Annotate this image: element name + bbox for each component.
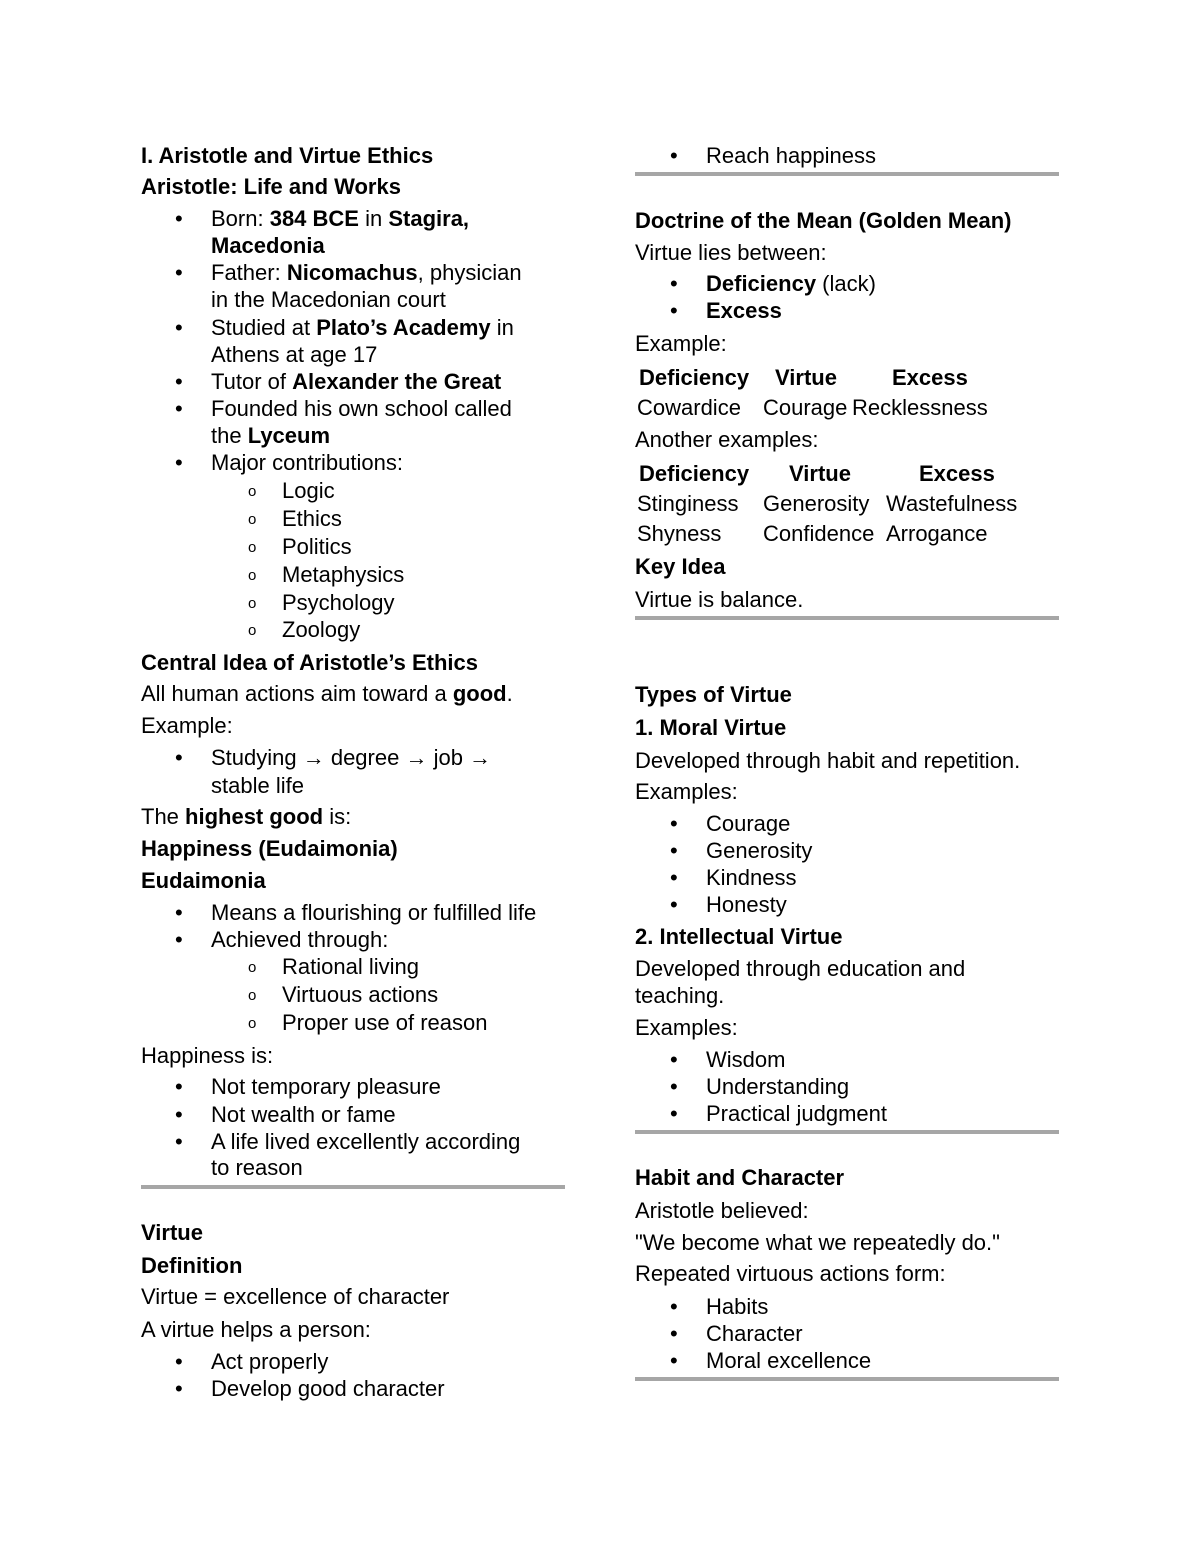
bullet-icon: •: [670, 1348, 678, 1373]
circle-bullet-icon: o: [248, 511, 257, 528]
moral-example: Honesty: [706, 892, 787, 917]
moral-example: Kindness: [706, 865, 797, 890]
studied-item-cont: Athens at age 17: [211, 342, 378, 367]
father-item: Father: Nicomachus, physician: [211, 260, 522, 285]
circle-bullet-icon: o: [248, 1015, 257, 1032]
bullet-icon: •: [670, 838, 678, 863]
table-cell: Confidence: [763, 521, 875, 546]
balance-text: Virtue is balance.: [635, 587, 804, 612]
bullet-icon: •: [670, 298, 678, 323]
studied-item: Studied at Plato’s Academy in: [211, 315, 514, 340]
another-label: Another examples:: [635, 427, 819, 452]
eud-achieved: Achieved through:: [211, 927, 389, 952]
eud-sub: Rational living: [282, 954, 419, 979]
table-header: Excess: [919, 461, 995, 486]
moral-example: Generosity: [706, 838, 813, 863]
tutor-item: Tutor of Alexander the Great: [211, 369, 502, 394]
father-item-cont: in the Macedonian court: [211, 287, 446, 312]
born-item-cont: Macedonia: [211, 233, 325, 258]
intel-example: Wisdom: [706, 1047, 786, 1072]
bullet-icon: •: [175, 315, 183, 340]
contribution: Ethics: [282, 506, 342, 531]
bullet-icon: •: [670, 1101, 678, 1126]
central-heading: Central Idea of Aristotle’s Ethics: [141, 650, 479, 675]
bullet-icon: •: [670, 143, 678, 168]
moral-example: Courage: [706, 811, 791, 836]
bullet-icon: •: [175, 369, 183, 394]
quote-text: "We become what we repeatedly do.": [635, 1230, 1000, 1255]
form-item: Character: [706, 1321, 803, 1346]
eud-means: Means a flourishing or fulfilled life: [211, 900, 537, 925]
table-cell: Wastefulness: [886, 491, 1018, 516]
intel-desc: Developed through education and: [635, 956, 966, 981]
bullet-icon: •: [175, 1074, 183, 1099]
eud-sub: Virtuous actions: [282, 982, 439, 1007]
table-cell: Generosity: [763, 491, 870, 516]
table-header: Deficiency: [639, 365, 750, 390]
highest-good: The highest good is:: [141, 804, 352, 829]
table-header: Excess: [892, 365, 968, 390]
bullet-icon: •: [175, 900, 183, 925]
founded-item-cont: the Lyceum: [211, 423, 331, 448]
key-idea-heading: Key Idea: [635, 554, 726, 579]
eudaimonia-heading: Eudaimonia: [141, 868, 266, 893]
divider: [635, 1377, 1059, 1381]
founded-item: Founded his own school called: [211, 396, 512, 421]
moral-heading: 1. Moral Virtue: [635, 715, 787, 740]
contribution: Metaphysics: [282, 562, 405, 587]
table-header: Virtue: [789, 461, 851, 486]
circle-bullet-icon: o: [248, 567, 257, 584]
studying-item: Studying → degree → job →: [211, 745, 492, 770]
table-cell: Courage: [763, 395, 848, 420]
contributions-item: Major contributions:: [211, 450, 403, 475]
helps-item: Act properly: [211, 1349, 329, 1374]
bullet-icon: •: [175, 396, 183, 421]
examples-label: Examples:: [635, 1015, 738, 1040]
example-label: Example:: [635, 331, 727, 356]
types-heading: Types of Virtue: [635, 682, 792, 707]
definition-heading: Definition: [141, 1253, 243, 1278]
happiness-heading: Happiness (Eudaimonia): [141, 836, 398, 861]
intel-example: Understanding: [706, 1074, 850, 1099]
bullet-icon: •: [670, 1047, 678, 1072]
bullet-icon: •: [175, 927, 183, 952]
helps-item: Develop good character: [211, 1376, 445, 1401]
bullet-icon: •: [670, 1294, 678, 1319]
virtue-heading: Virtue: [141, 1220, 203, 1245]
circle-bullet-icon: o: [248, 622, 257, 639]
believed-text: Aristotle believed:: [635, 1198, 809, 1223]
central-text: All human actions aim toward a good.: [141, 681, 513, 706]
form-item: Habits: [706, 1294, 769, 1319]
mean-heading: Doctrine of the Mean (Golden Mean): [635, 208, 1012, 233]
excess-item: Excess: [706, 298, 782, 323]
examples-label: Examples:: [635, 779, 738, 804]
happy-item: A life lived excellently according: [211, 1129, 521, 1154]
reach-item: Reach happiness: [706, 143, 877, 168]
circle-bullet-icon: o: [248, 959, 257, 976]
studying-item-cont: stable life: [211, 773, 304, 798]
bullet-icon: •: [670, 892, 678, 917]
happiness-is: Happiness is:: [141, 1043, 274, 1068]
lies-between: Virtue lies between:: [635, 240, 827, 265]
eud-sub: Proper use of reason: [282, 1010, 488, 1035]
bullet-icon: •: [175, 1376, 183, 1401]
habit-heading: Habit and Character: [635, 1165, 845, 1190]
form-item: Moral excellence: [706, 1348, 872, 1373]
intel-example: Practical judgment: [706, 1101, 887, 1126]
happy-item-cont: to reason: [211, 1155, 303, 1180]
table-cell: Stinginess: [637, 491, 739, 516]
divider: [141, 1185, 565, 1189]
contribution: Psychology: [282, 590, 395, 615]
moral-desc: Developed through habit and repetition.: [635, 748, 1021, 773]
divider: [635, 172, 1059, 176]
bullet-icon: •: [175, 1129, 183, 1154]
bullet-icon: •: [670, 1074, 678, 1099]
bullet-icon: •: [670, 1321, 678, 1346]
intel-heading: 2. Intellectual Virtue: [635, 924, 843, 949]
bullet-icon: •: [175, 1102, 183, 1127]
bullet-icon: •: [175, 450, 183, 475]
virtue-def: Virtue = excellence of character: [141, 1284, 450, 1309]
bullet-icon: •: [670, 811, 678, 836]
born-item: Born: 384 BCE in Stagira,: [211, 206, 470, 231]
happy-item: Not temporary pleasure: [211, 1074, 441, 1099]
bullet-icon: •: [175, 260, 183, 285]
contribution: Zoology: [282, 617, 361, 642]
bullet-icon: •: [175, 745, 183, 770]
contribution: Politics: [282, 534, 352, 559]
happy-item: Not wealth or fame: [211, 1102, 396, 1127]
table-header: Virtue: [775, 365, 837, 390]
table-header: Deficiency: [639, 461, 750, 486]
table-cell: Arrogance: [886, 521, 988, 546]
virtue-helps: A virtue helps a person:: [141, 1317, 371, 1342]
circle-bullet-icon: o: [248, 539, 257, 556]
intel-desc-cont: teaching.: [635, 983, 725, 1008]
bullet-icon: •: [670, 865, 678, 890]
circle-bullet-icon: o: [248, 987, 257, 1004]
example-label: Example:: [141, 713, 233, 738]
table-cell: Cowardice: [637, 395, 741, 420]
table-cell: Recklessness: [852, 395, 988, 420]
section-title: I. Aristotle and Virtue Ethics: [141, 143, 434, 168]
bullet-icon: •: [670, 271, 678, 296]
bullet-icon: •: [175, 1349, 183, 1374]
repeated-text: Repeated virtuous actions form:: [635, 1261, 946, 1286]
circle-bullet-icon: o: [248, 483, 257, 500]
table-cell: Shyness: [637, 521, 722, 546]
circle-bullet-icon: o: [248, 595, 257, 612]
life-heading: Aristotle: Life and Works: [141, 174, 401, 199]
deficiency-item: Deficiency (lack): [706, 271, 876, 296]
contribution: Logic: [282, 478, 335, 503]
divider: [635, 1130, 1059, 1134]
divider: [635, 616, 1059, 620]
bullet-icon: •: [175, 206, 183, 231]
